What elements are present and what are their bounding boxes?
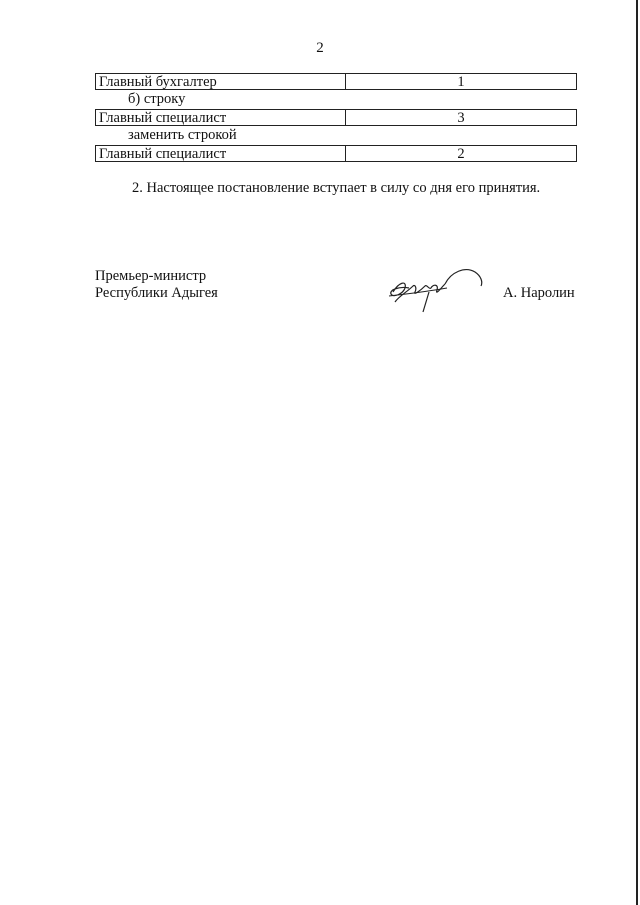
table-row xyxy=(95,145,577,162)
count-cell: 3 xyxy=(457,110,465,126)
handwritten-signature xyxy=(385,262,485,317)
signatory-title-line2: Республики Адыгея xyxy=(95,285,218,301)
page-number: 2 xyxy=(316,40,324,56)
table-row xyxy=(95,109,577,126)
count-cell: 1 xyxy=(457,74,465,90)
position-cell: Главный специалист xyxy=(96,146,346,161)
position-cell: Главный специалист xyxy=(96,110,346,125)
signatory-title xyxy=(95,268,218,302)
effective-date-paragraph: 2. Настоящее постановление вступает в силу со дня его принятия. xyxy=(132,180,541,196)
signatory-title-line1: Премьер-министр xyxy=(95,268,207,284)
position-cell: Главный бухгалтер xyxy=(96,74,346,89)
page-edge xyxy=(636,0,638,905)
instruction-b-row: б) строку xyxy=(128,91,186,107)
signatory-name: А. Наролин xyxy=(503,285,575,301)
instruction-replace: заменить строкой xyxy=(128,127,237,143)
count-cell: 2 xyxy=(457,146,465,162)
table-row xyxy=(95,73,577,90)
